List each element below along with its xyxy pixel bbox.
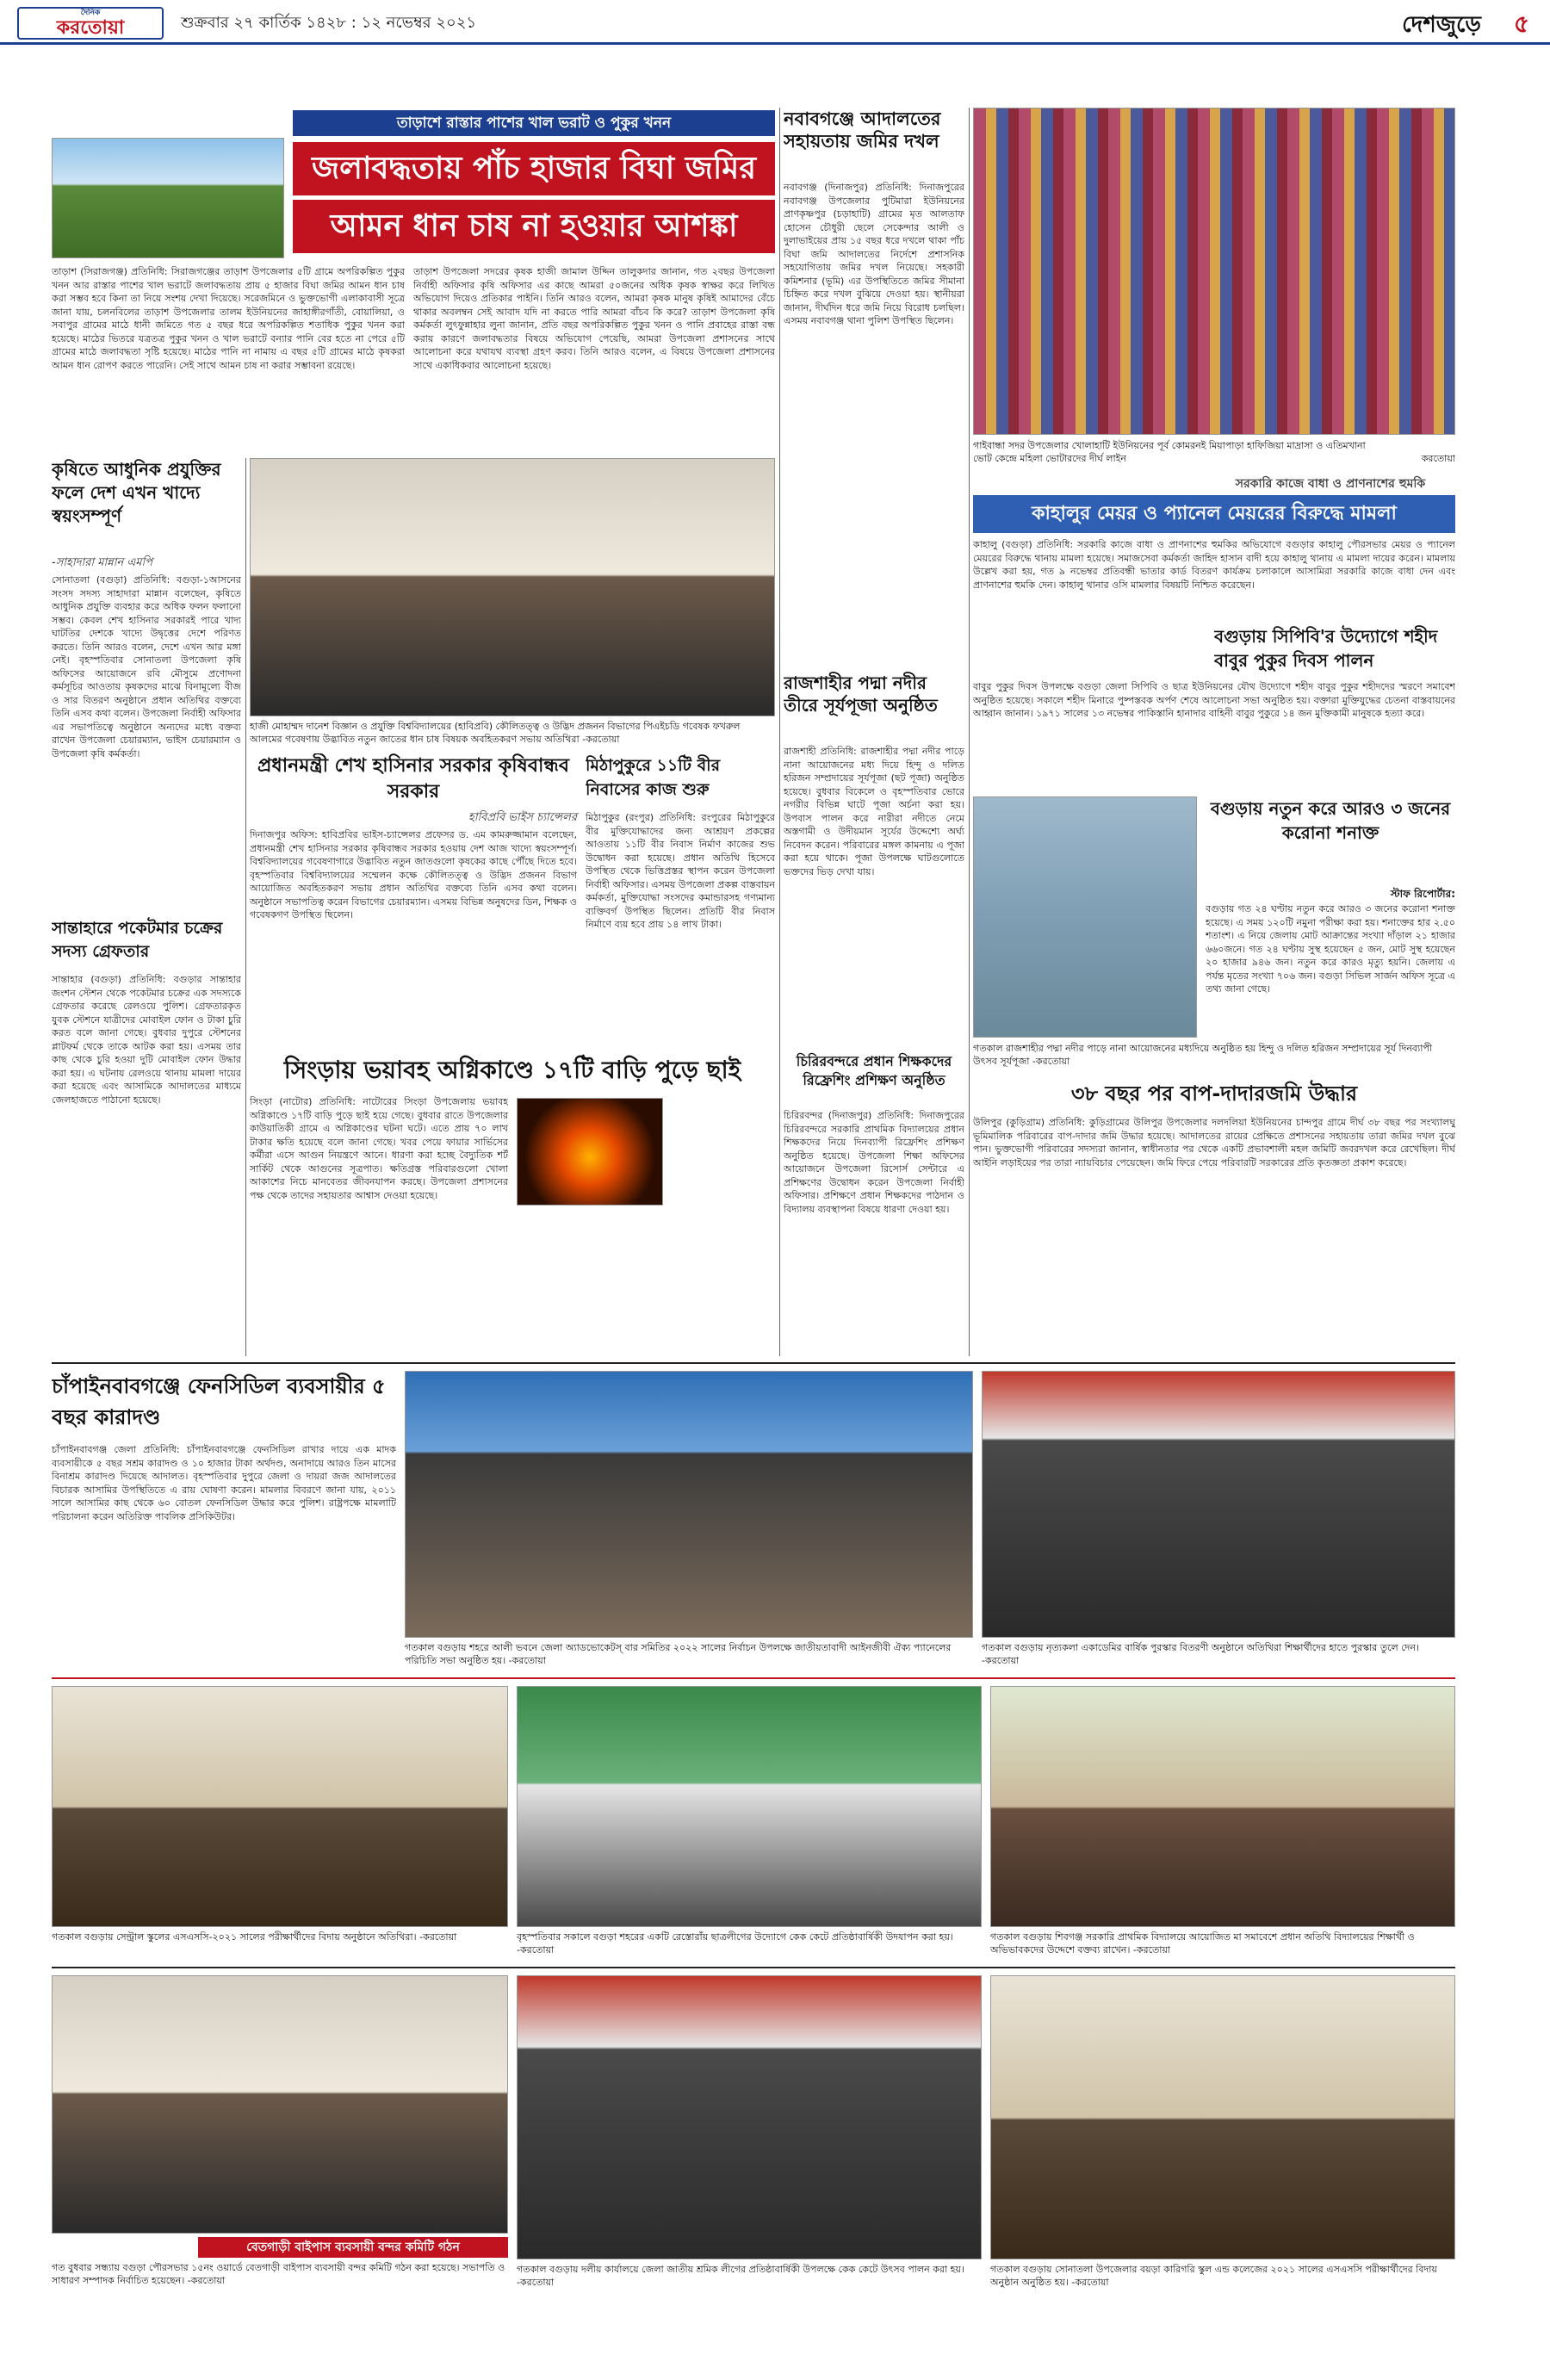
seminar-caption: হাজী মোহাম্মদ দানেশ বিজ্ঞান ও প্রযুক্তি বিশ্ববিদ্যালয়ের (হাবিপ্রবি) কৌলিতত্ত্ব ও উদ্ভিদ প্রজনন বিভাগের পিএইচডি গবেষক ফখরুল আলমের গবেষণায় উদ্ভাবিত নতুন জাতের ধান চাষ বিষয়ক অবহিতকরণ সভায় অতিথিরা -করতোয়া: [250, 721, 741, 745]
mothers-assembly-caption: গতকাল বগুড়ায় শিবগঞ্জ সরকারি প্রাথমিক বিদ্যালয়ে আয়োজিত মা সমাবেশে প্রধান অতিথি বিদ্যালয়ের শিক্ষার্থী ও অভিভাবকদের উদ্দেশে বক্তব্য রাখেন। -করতোয়া: [990, 1931, 1415, 1955]
agri-headline: কৃষিতে আধুনিক প্রযুক্তির ফলে দেশ এখন খাদ্যে স্বয়ংসম্পূর্ণ: [52, 459, 221, 526]
nawabganj-headline: নবাবগঞ্জে আদালতের সহায়তায় জমির দখল: [784, 108, 941, 152]
business-committee-kicker: বেতগাড়ী বাইপাস ব্যবসায়ী বন্দর কমিটি গঠন: [198, 2237, 508, 2258]
fire-headline: সিংড়ায় ভয়াবহ অগ্নিকাণ্ডে ১৭টি বাড়ি পুড়ে ছাই: [283, 1056, 741, 1084]
logo-text: করতোয়া: [56, 16, 125, 39]
corona-body: বগুড়ায় গত ২৪ ঘণ্টায় নতুন করে আরও ৩ জনের করোনা শনাক্ত হয়েছে। এ সময় ১২০টি নমুনা পরীক্ষা করা হয়। শনাক্তের হার ২.৫০ শতাংশ। এ নিয়ে জেলায় মোট আক্রান্তের সংখ্যা দাঁড়াল ২১ হাজার ৬৬০জনে। গত ২৪ ঘণ্টায় সুস্থ হয়েছেন ৫ জন, মোট সুস্থ হয়েছেন ২০ হাজার ৯৪৬ জন। নতুন করে কারও মৃত্যু হয়নি। জেলায় এ পর্যন্ত মৃতের সংখ্যা ৭০৬ জন। বগুড়া সিভিল সার্জন অফিস সূত্রে এ তথ্য জানা গেছে।: [1206, 903, 1455, 995]
mayor-case-headline: কাহালুর মেয়র ও প্যানেল মেয়রের বিরুদ্ধে মামলা: [973, 495, 1455, 533]
cake-cutting-caption: বৃহস্পতিবার সকালে বগুড়া শহরের একটি রেস্তোরাঁয় ছাত্রলীগের উদ্যোগে কেক কেটে প্রতিষ্ঠাবার্ষিকী উদযাপন করা হয়। -করতোয়া: [517, 1931, 953, 1955]
rajshahi-headline: রাজশাহীর পদ্মা নদীর তীরে সূর্যপূজা অনুষ্ঠিত: [784, 672, 938, 716]
river-worship-photo: [973, 796, 1197, 1038]
corona-byline: স্টাফ রিপোর্টার:: [1390, 888, 1455, 900]
voters-queue-photo: [973, 108, 1455, 435]
column-rule: [779, 108, 780, 1356]
sromik-league-photo: [517, 1975, 982, 2259]
voters-queue-caption: গাইবান্ধা সদর উপজেলার খোলাহাটি ইউনিয়নের পূর্ব কোমরনই মিয়াপাড়া হাফিজিয়া মাদ্রাসা ও এতিমখানা ভোট কেন্দ্রে মহিলা ভোটারদের দীর্ঘ লাইন: [973, 440, 1366, 464]
issue-date: শুক্রবার ২৭ কার্তিক ১৪২৮ : ১২ নভেম্বর ২০২১: [181, 14, 477, 32]
chirirbandar-headline: চিরিরবন্দরে প্রধান শিক্ষকদের রিফ্রেশিং প্রশিক্ষণ অনুষ্ঠিত: [796, 1053, 952, 1088]
college-farewell-caption: গতকাল বগুড়ায় সোনাতলা উপজেলার বয়ড়া কারিগরি স্কুল এন্ড কলেজের ২০২১ সালের এসএসসি পরীক্ষার্থীদের বিদায় অনুষ্ঠান অনুষ্ঠিত হয়। -করতোয়া: [990, 2264, 1437, 2288]
agri-byline: -সাহাদারা মান্নান এমপি: [52, 556, 153, 569]
school-farewell-photo: [52, 1686, 508, 1927]
phensedyl-headline: চাঁপাইনবাবগঞ্জে ফেনসিডিল ব্যবসায়ীর ৫ বছর কারাদণ্ড: [52, 1374, 386, 1429]
santahar-headline: সান্তাহারে পকেটমার চক্রের সদস্য গ্রেফতার: [52, 919, 223, 961]
school-farewell-caption: গতকাল বগুড়ায় সেন্ট্রাল স্কুলের এসএসসি-২০২১ সালের পরীক্ষার্থীদের বিদায় অনুষ্ঠানে অতিথিরা। -করতোয়া: [52, 1931, 457, 1943]
land-body: উলিপুর (কুড়িগ্রাম) প্রতিনিধি: কুড়িগ্রামের উলিপুর উপজেলার দলদলিয়া ইউনিয়নের চান্দপুর গ্রামে দীর্ঘ ৩৮ বছর পর সংখ্যালঘু ভূমিমালিক পরিবারের বাপ-দাদার জমি উদ্ধার হয়েছে। আদালতের রায়ের প্রেক্ষিতে প্রশাসনের সহায়তায় তারা জমির দখল বুঝে পান। ভুক্তভোগী পরিবারের সদস্যরা জানান, স্বাধীনতার পর থেকে একটি প্রভাবশালী মহল জমিটি জবরদখল করে রেখেছিল। দীর্ঘ আইনি লড়াইয়ের পর তারা ন্যায়বিচার পেয়েছেন। জমি ফিরে পেয়ে পরিবারটি সরকারের প্রতি কৃতজ্ঞতা প্রকাশ করেছে।: [973, 1117, 1455, 1168]
fire-body: সিংড়া (নাটোর) প্রতিনিধি: নাটোরের সিংড়া উপজেলায় ভয়াবহ অগ্নিকাণ্ডে ১৭টি বাড়ি পুড়ে ছাই হয়ে গেছে। বুধবার রাতে উপজেলার কাউয়াতিকী গ্রামে এ অগ্নিকাণ্ডের ঘটনা ঘটে। এতে প্রায় ৭০ লাখ টাকার ক্ষতি হয়েছে বলে জানা গেছে। খবর পেয়ে ফায়ার সার্ভিসের কর্মীরা এসে আগুন নিয়ন্ত্রণে আনে। ধারণা করা হচ্ছে বৈদ্যুতিক শর্ট সার্কিট থেকে আগুনের সূত্রপাত। ক্ষতিগ্রস্ত পরিবারগুলো খোলা আকাশের নিচে মানবেতর জীবনযাপন করছে। উপজেলা প্রশাসনের পক্ষ থেকে তাদের সহায়তার আশ্বাস দেওয়া হয়েছে।: [250, 1096, 508, 1201]
newspaper-logo: [17, 7, 164, 40]
pm-agri-headline: প্রধানমন্ত্রী শেখ হাসিনার সরকার কৃষিবান্ধব সরকার: [257, 755, 570, 803]
lead-kicker: তাড়াশে রাস্তার পাশের খাল ভরাট ও পুকুর খনন: [293, 110, 775, 136]
page-number: ৫: [1513, 9, 1529, 38]
lead-body-col2: তাড়াশ উপজেলা সদরের কৃষক হাজী জামাল উদ্দিন তালুকদার জানান, গত ২বছর উপজেলা নির্বাহী অফিসার কৃষি অফিসার এর কাছে আমরা ৫০জনের অধিক কৃষক স্বাক্ষর করে লিখিত অভিযোগ দিয়েও প্রতিকার পাইনি। তিনি আরও বলেন, আমরা কৃষক মানুষ কৃষিই আমাদের বেঁচে থাকার অবলম্বন সেই আবাদ যদি না করতে পারি আমরা বাঁচব কি করে? তাড়াশ উপজেলা কৃষি কর্মকর্তা লুৎফুন্নাহার লুনা জানান, প্রতি বছর অপরিকল্পিত পুকুর খনন ও পানি প্রবাহের রাস্তা বন্ধ করায় কারণে জলাবদ্ধতার বিষয়ে অভিযোগ পেয়েছি, আমরা উপজেলা প্রশাসনের সাথে আলোচনা করে যথাযথ ব্যবস্থা গ্রহণ করব। তিনি আরও বলেন, এ বিষয়ে উপজেলা প্রশাসনের সাথে একাধিকবার আলোচনা হয়েছে।: [413, 266, 775, 371]
business-committee-caption: গত বুধবার সন্ধ্যায় বগুড়া পৌরসভার ১৫নং ওয়ার্ডে বেতগাড়ী বাইপাস ব্যবসায়ী বন্দর কমিটি গঠন করা হয়েছে। সভাপতি ও সাধারণ সম্পাদক নির্বাচিত হয়েছেন। -করতোয়া: [52, 2262, 505, 2286]
voters-queue-credit: করতোয়া: [1421, 453, 1455, 464]
river-worship-caption: গতকাল রাজশাহীর পদ্মা নদীর পাড়ে নানা আয়োজনের মধ্যদিয়ে অনুষ্ঠিত হয় হিন্দু ও দলিত হরিজন সম্প্রদায়ের সূর্য দিনব্যাপী উৎসব সূর্যপূজা -করতোয়া: [973, 1043, 1433, 1067]
award-photo: [982, 1371, 1455, 1638]
fire-photo: [517, 1098, 663, 1205]
mithapukur-body: মিঠাপুকুর (রংপুর) প্রতিনিধি: রংপুরের মিঠাপুকুরে বীর মুক্তিযোদ্ধাদের জন্য আশ্রয়ণ প্রকল্পের আওতায় ১১টি বীর নিবাস নির্মাণ কাজের শুভ উদ্বোধন করা হয়েছে। প্রধান অতিথি হিসেবে উপস্থিত থেকে ভিত্তিপ্রস্তর স্থাপন করেন উপজেলা নির্বাহী অফিসার। এসময় উপজেলা প্রকল্প বাস্তবায়ন কর্মকর্তা, মুক্তিযোদ্ধা সংসদের কমান্ডারসহ গণ্যমান্য ব্যক্তিবর্গ উপস্থিত ছিলেন। প্রতিটি বীর নিবাস নির্মাণে ব্যয় হবে প্রায় ১৪ লাখ টাকা।: [586, 812, 775, 930]
lead-headline-2: আমন ধান চাষ না হওয়ার আশঙ্কা: [293, 200, 775, 253]
section-rule-2: [52, 1677, 1455, 1679]
logo-small-text: দৈনিক: [80, 9, 101, 17]
cpb-body: বাবুর পুকুর দিবস উপলক্ষে বগুড়া জেলা সিপিবি ও ছাত্র ইউনিয়নের যৌথ উদ্যোগে শহীদ বাবুর পুকুর শহীদদের স্মরণে সমাবেশ অনুষ্ঠিত হয়েছে। সকালে শহীদ মিনারে পুষ্পস্তবক অর্পণ শেষে আলোচনা সভা অনুষ্ঠিত হয়। বক্তারা মুক্তিযুদ্ধের চেতনা বাস্তবায়নের আহ্বান জানান। ১৯৭১ সালের ১৩ নভেম্বর পাকিস্তানি হানাদার বাহিনী বাবুর পুকুরে ১৪ জন মুক্তিকামী মানুষকে হত্যা করে।: [973, 681, 1455, 719]
lead-photo: [52, 138, 284, 258]
chirirbandar-body: চিরিরবন্দর (দিনাজপুর) প্রতিনিধি: দিনাজপুরের চিরিরবন্দরে সরকারি প্রাথমিক বিদ্যালয়ের প্রধান শিক্ষকদের নিয়ে দিনব্যাপী রিফ্রেশিং প্রশিক্ষণ অনুষ্ঠিত হয়েছে। উপজেলা শিক্ষা অফিসের আয়োজনে উপজেলা রিসোর্স সেন্টারে এ প্রশিক্ষণের উদ্বোধন করেন উপজেলা নির্বাহী অফিসার। প্রশিক্ষণে প্রধান শিক্ষকদের পাঠদান ও বিদ্যালয় ব্যবস্থাপনা বিষয়ে ধারণা দেওয়া হয়।: [784, 1110, 964, 1215]
pm-agri-body: দিনাজপুর অফিস: হাবিপ্রবির ভাইস-চ্যান্সেলর প্রফেসর ড. এম কামরুজ্জামান বলেছেন, প্রধানমন্ত্রী শেখ হাসিনার সরকার কৃষিবান্ধব সরকার হওয়ায় দেশ আজ খাদ্যে স্বয়ংসম্পূর্ণ। বিশ্ববিদ্যালয়ের গবেষণাগারে উদ্ভাবিত নতুন জাতগুলো কৃষকের কাছে পৌঁছে দিতে হবে। বৃহস্পতিবার বিশ্ববিদ্যালয়ের সম্মেলন কক্ষে কৌলিতত্ত্ব ও উদ্ভিদ প্রজনন বিভাগ আয়োজিত অবহিতকরণ সভায় প্রধান অতিথির বক্তব্যে তিনি এসব কথা বলেন। অনুষ্ঠানে সভাপতিত্ব করেন বিভাগের চেয়ারম্যান। এসময় বিভিন্ন অনুষদের ডিন, শিক্ষক ও গবেষকগণ উপস্থিত ছিলেন।: [250, 829, 577, 920]
land-headline: ৩৮ বছর পর বাপ-দাদারজমি উদ্ধার: [1070, 1082, 1358, 1106]
nawabganj-body: নবাবগঞ্জ (দিনাজপুর) প্রতিনিধি: দিনাজপুরের নবাবগঞ্জ উপজেলার পুটিমারা ইউনিয়নের প্রাণকৃষ্ণপুর (চড়াহাটি) গ্রামের মৃত আলতাফ হোসেন চৌধুরী ছেলে সেকেন্দার আলী ও দুলাভাইয়ের প্রায় ১৫ বছর ধরে দখলে থাকা পাঁচ বিঘা জমি আদালতের নির্দেশে প্রশাসনিক সহযোগিতায় জমির দখল নিয়েছে। সহকারী কমিশনার (ভূমি) এর উপস্থিতিতে জমির সীমানা চিহ্নিত করে দখল বুঝিয়ে দেওয়া হয়। স্থানীয়রা জানান, দীর্ঘদিন ধরে জমি নিয়ে বিরোধ চলছিল। এসময় নবাবগঞ্জ থানা পুলিশ উপস্থিত ছিলেন।: [784, 182, 964, 326]
mithapukur-headline: মিঠাপুকুরে ১১টি বীর নিবাসের কাজ শুরু: [586, 756, 721, 799]
section-rule-3: [52, 1967, 1455, 1968]
agri-body: সোনাতলা (বগুড়া) প্রতিনিধি: বগুড়া-১আসনের সংসদ সদস্য সাহাদারা মান্নান বলেছেন, কৃষিতে আধুনিক প্রযুক্তি ব্যবহার করে অধিক ফলন ফলানো সম্ভব। কেবল শেখ হাসিনার সরকারই পারে খাদ্য ঘাটতির দেশকে খাদ্যে উদ্বৃত্তের দেশে পরিণত করতে। তিনি আরও বলেন, দেশে এখন আর মঙ্গা নেই। বৃহস্পতিবার সোনাতলা উপজেলা কৃষি অফিসের আয়োজনে রবি মৌসুমে প্রণোদনা কর্মসূচির আওতায় কৃষকদের মাঝে বিনামূল্যে বীজ ও সার বিতরণ অনুষ্ঠানে প্রধান অতিথির বক্তব্যে তিনি এসব কথা বলেন। উপজেলা নির্বাহী অফিসার এর সভাপতিত্বে অনুষ্ঠানে অন্যদের মধ্যে বক্তব্য রাখেন উপজেলা চেয়ারম্যান, ভাইস চেয়ারম্যান ও উপজেলা কৃষি কর্মকর্তা।: [52, 574, 241, 759]
mayor-case-body: কাহালু (বগুড়া) প্রতিনিধি: সরকারি কাজে বাধা ও প্রাণনাশের হুমকির অভিযোগে বগুড়ার কাহালু পৌরসভার মেয়র ও প্যানেল মেয়রের বিরুদ্ধে থানায় মামলা হয়েছে। সমাজসেবা কর্মকর্তা জাহিদ হাসান বাদী হয়ে কাহালু থানায় এ মামলা দায়ের করেন। মামলায় উল্লেখ করা হয়, গত ৯ নভেম্বর প্রতিবন্ধী ভাতার কার্ড বিতরণ কার্যক্রম চলাকালে আসামিরা সরকারি কাজে বাধা দেন এবং প্রাণনাশের হুমকি দেন। কাহালু থানার ওসি মামলার বিষয়টি নিশ্চিত করেছেন।: [973, 539, 1455, 591]
section-title: দেশজুড়ে: [1402, 12, 1481, 38]
santahar-body: সান্তাহার (বগুড়া) প্রতিনিধি: বগুড়ার সান্তাহার জংশন স্টেশন থেকে পকেটমার চক্রের এক সদস্যকে গ্রেফতার করেছে রেলওয়ে পুলিশ। গ্রেফতারকৃত যুবক স্টেশনে যাত্রীদের মোবাইল ফোন ও টাকা চুরি করত বলে জানা গেছে। বুধবার দুপুরে স্টেশনের প্লাটফর্ম থেকে তাকে আটক করা হয়। এসময় তার কাছ থেকে চুরি হওয়া দুটি মোবাইল ফোন উদ্ধার করা হয়। এ ঘটনায় রেলওয়ে থানায় মামলা দায়ের করা হয়েছে এবং আসামিকে আদালতের মাধ্যমে জেলহাজতে পাঠানো হয়েছে।: [52, 974, 241, 1106]
masthead: [0, 0, 1550, 45]
mayor-case-kicker: সরকারি কাজে বাধা ও প্রাণনাশের হুমকি: [1235, 477, 1426, 491]
seminar-photo: [250, 458, 775, 716]
lead-body-col1: তাড়াশ (সিরাজগঞ্জ) প্রতিনিধি: সিরাজগঞ্জের তাড়াশ উপজেলার ৫টি গ্রামে অপরিকল্পিত পুকুর খনন আর রাস্তার পাশের খাল ভরাটে জলাবদ্ধতায় প্রায় ৫ হাজার বিঘা জমির আমন ধান চাষ করা সম্ভব হবে কিনা তা নিয়ে সংশয় দেখা দিয়েছে। সরেজমিনে ও ভুক্তভোগী এলাকাবাসী সূত্রে জানা যায়, চলনবিলের তাড়াশ উপজেলার তালম ইউনিয়নের জাহাঙ্গীরগাঁতী, বোয়ালিয়া, ও সবাপুর গ্রামের মাঠে ধানী জমিতে গত ৫ বছর ধরে অপরিকল্পিত শতাধিক পুকুর খনন করা হয়েছে। মাঠের ভিতরে যত্রতত্র পুকুর খনন ও খাল ভরাটে বন্যার পানি বের হতে না পেরে ৫টি গ্রামের মাঠে জলাবদ্ধতা সৃষ্টি হয়েছে। মাঠের পানি না নামায় এ বছর ৫টি গ্রামের মাঠে কৃষকরা আমন ধান রোপণ করতে পারেনি। সেই সাথে আমন চাষ না করার সম্ভাবনা রয়েছে।: [52, 266, 405, 371]
bar-election-photo: [405, 1371, 973, 1638]
corona-headline: বগুড়ায় নতুন করে আরও ৩ জনের করোনা শনাক্ত: [1210, 798, 1451, 843]
bar-election-caption: গতকাল বগুড়ায় শহরে আলী ভবনে জেলা অ্যাডভোকেটস্ বার সমিতির ২০২২ সালের নির্বাচন উপলক্ষে জাতীয়তাবাদী আইনজীবী ঐক্য প্যানেলের পরিচিতি সভা অনুষ্ঠিত হয়। -করতোয়া: [405, 1642, 952, 1666]
column-rule: [969, 108, 970, 1356]
business-committee-photo: [52, 1975, 508, 2234]
rajshahi-body: রাজশাহী প্রতিনিধি: রাজশাহীর পদ্মা নদীর পাড়ে নানা আয়োজনের মধ্য দিয়ে হিন্দু ও দলিত হরিজন সম্প্রদায়ের সূর্যপূজা (ছট পূজা) অনুষ্ঠিত হয়েছে। বুধবার বিকেলে ও বৃহস্পতিবার ভোরে নগরীর বিভিন্ন ঘাটে পূজা অর্চনা করা হয়। উপবাস পালন করে নারীরা নদীতে নেমে অস্তগামী ও উদীয়মান সূর্যের উদ্দেশ্যে অর্ঘ্য নিবেদন করেন। পরিবারের মঙ্গল কামনায় এ পূজা করা হয়ে থাকে। পূজা উপলক্ষে ঘাটগুলোতে ভক্তদের ভিড় দেখা যায়।: [784, 746, 964, 877]
sromik-league-caption: গতকাল বগুড়ায় দলীয় কার্যালয়ে জেলা জাতীয় শ্রমিক লীগের প্রতিষ্ঠাবার্ষিকী উপলক্ষে কেক কেটে উৎসব পালন করা হয়। -করতোয়া: [517, 2264, 964, 2288]
cake-cutting-photo: [517, 1686, 982, 1927]
mothers-assembly-photo: [990, 1686, 1455, 1927]
college-farewell-photo: [990, 1975, 1455, 2259]
phensedyl-body: চাঁপাইনবাবগঞ্জ জেলা প্রতিনিধি: চাঁপাইনবাবগঞ্জে ফেনসিডিল রাখার দায়ে এক মাদক ব্যবসায়ীকে ৫ বছর সশ্রম কারাদণ্ড ও ১০ হাজার টাকা অর্থদণ্ড, অনাদায়ে আরও তিন মাসের বিনাশ্রম কারাদণ্ড দিয়েছে আদালত। বৃহস্পতিবার দুপুরে জেলা ও দায়রা জজ আদালতের বিচারক আসামির উপস্থিতিতে এ রায় ঘোষণা করেন। মামলার বিবরণে জানা যায়, ২০১১ সালে আসামির কাছ থেকে ৬০ বোতল ফেনসিডিল উদ্ধার করে পুলিশ। রাষ্ট্রপক্ষে মামলাটি পরিচালনা করেন অতিরিক্ত পাবলিক প্রসিকিউটর।: [52, 1444, 396, 1522]
lead-headline-1: জলাবদ্ধতায় পাঁচ হাজার বিঘা জমির: [293, 142, 775, 195]
award-caption: গতকাল বগুড়ায় নৃত্যকলা একাডেমির বার্ষিক পুরস্কার বিতরণী অনুষ্ঠানে অতিথিরা শিক্ষার্থীদের হাতে পুরস্কার তুলে দেন। -করতোয়া: [982, 1642, 1419, 1666]
pm-agri-byline: হাবিপ্রবি ভাইস চ্যান্সেলর: [468, 811, 577, 824]
column-rule: [245, 458, 246, 1356]
section-rule-1: [52, 1362, 1455, 1364]
cpb-headline: বগুড়ায় সিপিবি'র উদ্যোগে শহীদ বাবুর পুকুর দিবস পালন: [1214, 626, 1438, 671]
